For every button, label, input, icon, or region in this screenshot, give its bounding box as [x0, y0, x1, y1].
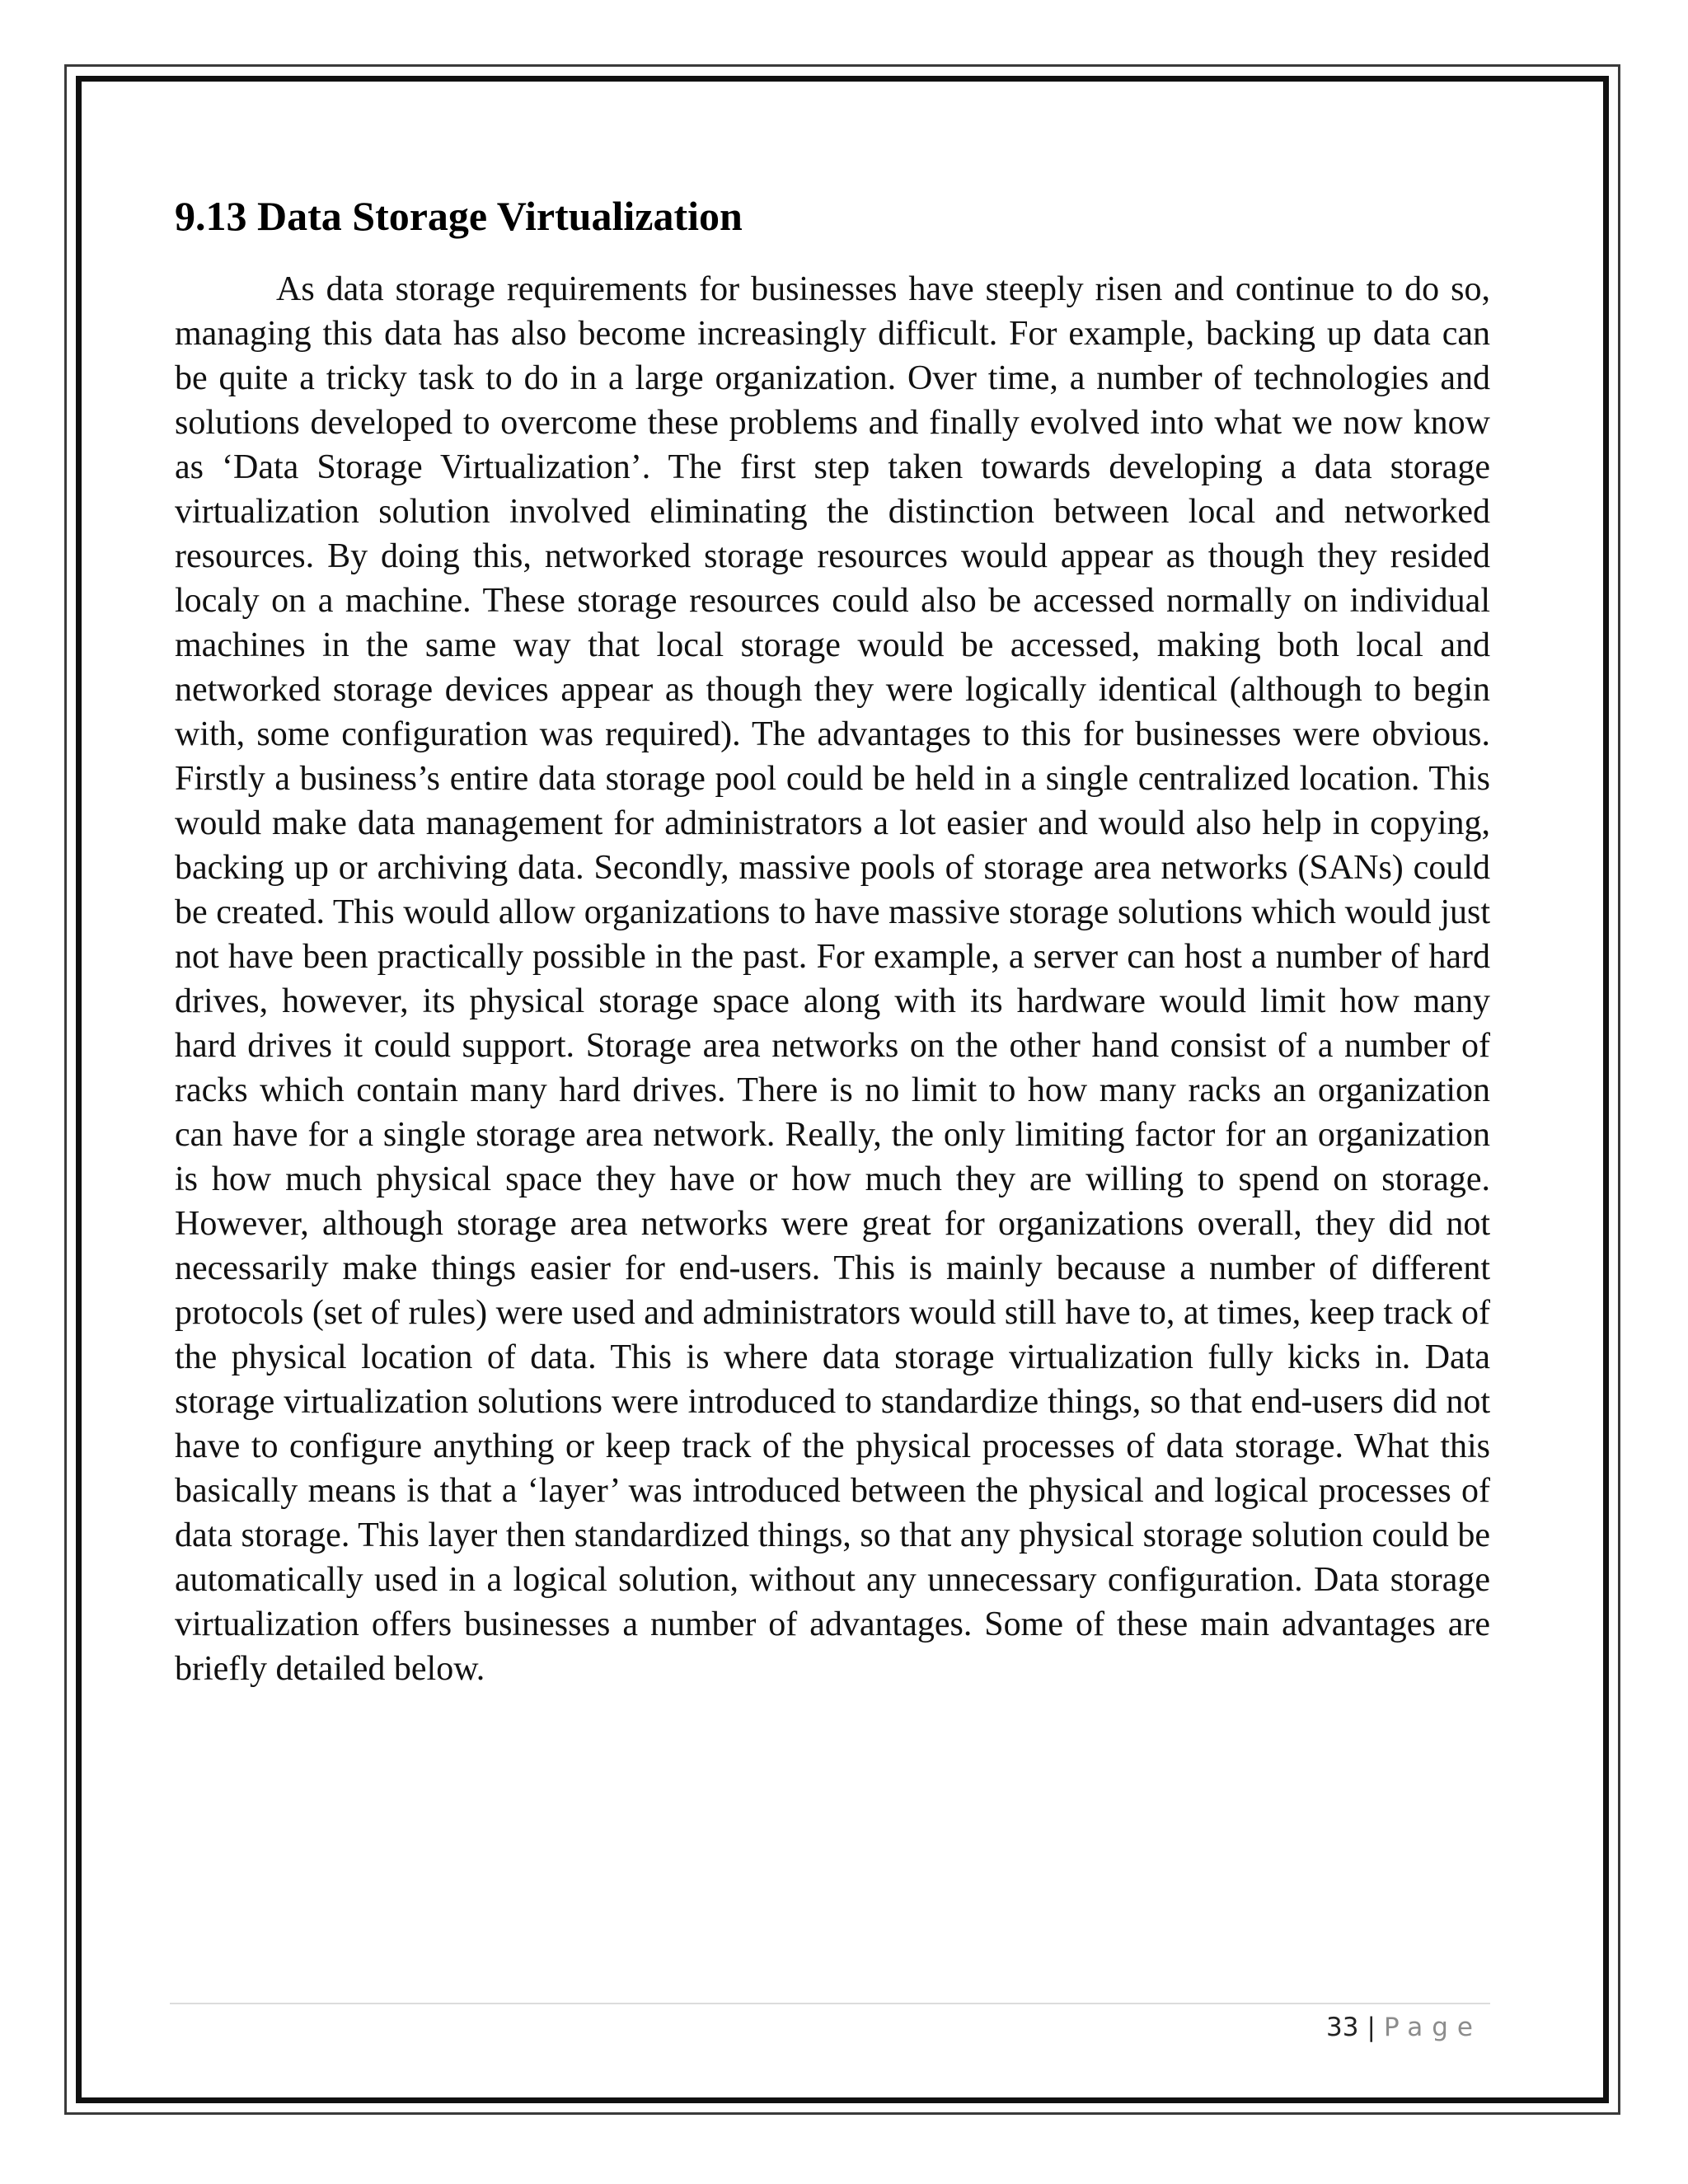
section-heading: 9.13 Data Storage Virtualization — [175, 193, 743, 239]
page-label: Page — [1383, 2013, 1482, 2042]
page-footer — [1326, 2011, 1482, 2044]
body-paragraph: As data storage requirements for businesses have steeply risen and continue to do so, managing this data has also become increasingly difficult. For example, backing up data can be quite a tricky task to do in a large organization. Over time, a number of technologies and solutions developed to overcome these problems and finally evolved into what we now know as ‘Data Storage Virtualization’. The first step taken towards developing a data storage virtualization solution involved eliminating the distinction between local and networked resources. By doing this, networked storage resources would appear as though they resided localy on a machine. These storage resources could also be accessed normally on individual machines in the same way that local storage would be accessed, making both local and networked storage devices appear as though they were logically identical (although to begin with, some configuration was required). The advantages to this for businesses were obvious. Firstly a business’s entire data storage pool could be held in a single centralized location. This would make data management for administrators a lot easier and would also help in copying, backing up or archiving data. Secondly, massive pools of storage area networks (SANs) could be created. This would allow organizations to have massive storage solutions which would just not have been practically possible in the past. For example, a server can host a number of hard drives, however, its physical storage space along with its hardware would limit how many hard drives it could support. Storage area networks on the other hand consist of a number of racks which contain many hard drives. There is no limit to how many racks an organization can have for a single storage area network. Really, the only limiting factor for an organization is how much physical space they have or how much they are willing to spend on storage. However, although storage area networks were great for organizations overall, they did not necessarily make things easier for end-users. This is mainly because a number of different protocols (set of rules) were used and administrators would still have to, at times, keep track of the physical location of data. This is where data storage virtualization fully kicks in. Data storage virtualization solutions were introduced to standardize things, so that end-users did not have to configure anything or keep track of the physical processes of data storage. What this basically means is that a ‘layer’ was introduced between the physical and logical processes of data storage. This layer then standardized things, so that any physical storage solution could be automatically used in a logical solution, without any unnecessary configuration. Data storage virtualization offers businesses a number of advantages. Some of these main advantages are briefly detailed below. — [175, 270, 1490, 1688]
footer-separator: | — [1367, 2013, 1376, 2042]
footer-divider — [170, 2003, 1490, 2004]
page-number: 33 — [1326, 2013, 1359, 2042]
page-content — [175, 194, 1490, 1691]
